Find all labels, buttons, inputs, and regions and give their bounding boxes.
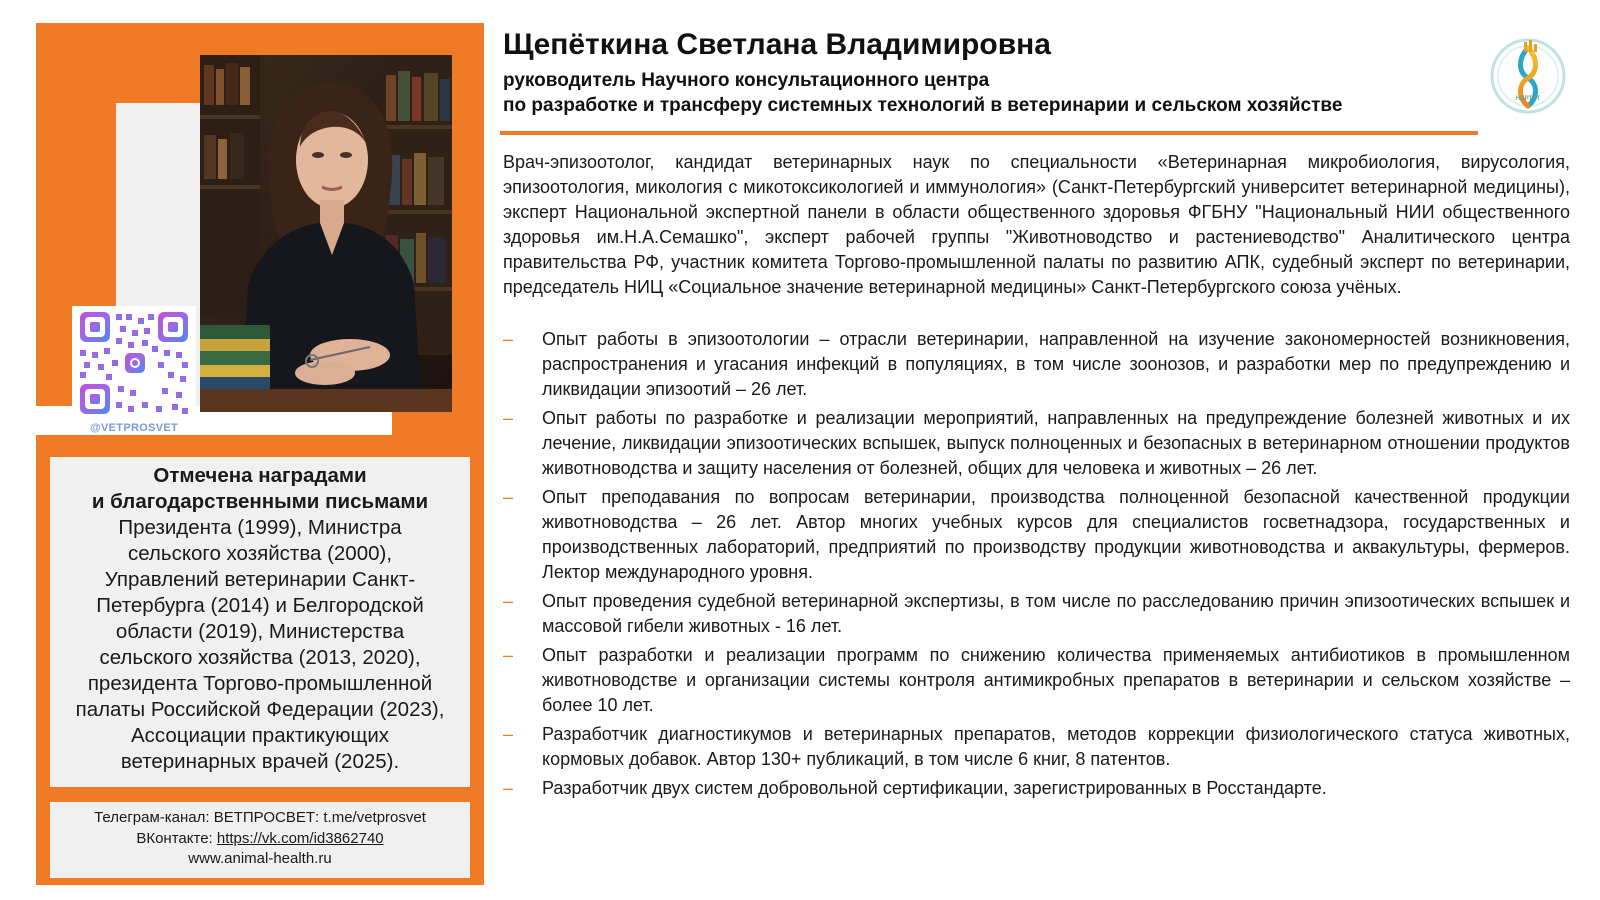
awards-line: Ассоциации практикующих (130, 724, 390, 747)
portrait-photo (200, 55, 452, 412)
awards-line: президента Торгово-промышленной (87, 672, 433, 695)
qr-code-icon (72, 306, 196, 418)
awards-title-line1: Отмечена наградами (153, 464, 367, 487)
awards-line: сельского хозяйства (2013, 2020), (99, 646, 421, 669)
awards-line: ветеринарных врачей (2025). (120, 750, 400, 773)
list-item (503, 485, 1570, 585)
list-item (503, 776, 1570, 801)
list-item-text: Опыт преподавания по вопросам ветеринарии, производства полноценной безопасной качественной продукции животноводства – 26 лет. Автор многих учебных курсов для специалистов госветнадзора, государственных и производственных лабораторий, предприятий по производству продукции животноводства и аквакультуры, фермеров. Лектор международного уровня. (542, 487, 1570, 582)
qr-code[interactable] (72, 306, 196, 432)
list-item (503, 327, 1570, 402)
organization-logo (1488, 20, 1568, 132)
header-divider (500, 131, 1478, 135)
vk-link[interactable]: https://vk.com/id3862740 (216, 829, 384, 847)
list-item-text: Опыт работы в эпизоотологии – отрасли ветеринарии, направленной на изучение закономерностей возникновения, распространения и угасания инфекций в популяциях, в том числе зоонозов, и разработки мер по предупреждению и ликвидации эпизоотий – 26 лет. (542, 329, 1570, 399)
experience-list (503, 327, 1570, 805)
awards-line: области (2019), Министерства (115, 620, 405, 643)
bullet-dash: – (503, 329, 514, 349)
bullet-dash: – (503, 724, 514, 744)
ncrtst-logo-icon (1488, 20, 1568, 132)
bullet-dash: – (503, 408, 514, 428)
awards-line: сельского хозяйства (2000), (127, 542, 393, 565)
bullet-dash: – (503, 645, 514, 665)
intro-paragraph: Врач-эпизоотолог, кандидат ветеринарных наук по специальности «Ветеринарная микробиология, вирусология, эпизоотология, микология с микотоксикологией и иммунология» (Санкт-Петербургский университет ветеринарной медицины), эксперт Национальной экспертной панели в области общественного здоровья ФГБНУ "Национальный НИИ общественного здоровья им.Н.А.Семашко", эксперт рабочей группы "Животноводство и растениеводство" Аналитического центра правительства РФ, участник комитета Торгово-промышленной палаты по развитию АПК, судебный эксперт по ветеринарии, председатель НИЦ «Социальное значение ветеринарной медицины» Санкт-Петербургского союза учёных. (503, 152, 1570, 297)
website-link[interactable]: www.animal-health.ru (188, 850, 332, 867)
list-item-text: Опыт работы по разработке и реализации мероприятий, направленных на предупреждение болезней животных и их лечение, ликвидации эпизоотических вспышек, выпуск полноценных и безопасных в ветеринарном отношении продуктов животноводства и защиту населения от болезней, общих для человека и животных – 26 лет. (542, 408, 1570, 478)
list-item (503, 589, 1570, 639)
logo-text: НЦРТСТ (1515, 96, 1541, 102)
bullet-dash: – (503, 591, 514, 611)
left-panel (36, 23, 484, 885)
vk-contact (50, 829, 470, 850)
position-line1: руководитель Научного консультационного центра (503, 70, 990, 91)
awards-line: Петербурга (2014) и Белгородской (96, 594, 424, 617)
vk-label: ВКонтакте: (136, 829, 217, 847)
list-item-text: Разработчик диагностикумов и ветеринарных препаратов, методов коррекции физиологического статуса животных, кормовых добавок. Автор 130+ публикаций, в том числе 6 книг, 8 патентов. (542, 724, 1570, 769)
list-item-text: Опыт проведения судебной ветеринарной экспертизы, в том числе по расследованию причин эпизоотических вспышек и массовой гибели животных - 16 лет. (542, 591, 1570, 636)
awards-line: палаты Российской Федерации (2023), (75, 698, 445, 721)
awards-title-line2: и благодарственными письмами (91, 490, 429, 513)
list-item-text: Опыт разработки и реализации программ по снижению количества применяемых антибиотиков в промышленном животноводстве и организации системы контроля антимикробных препаратов в ветеринарии и сельском хозяйстве – более 10 лет. (542, 645, 1570, 715)
awards-box (50, 457, 470, 787)
position-line2: по разработке и трансферу системных технологий в ветеринарии и сельском хозяйстве (503, 95, 1343, 116)
person-position (503, 68, 1342, 118)
list-item (503, 722, 1570, 772)
bullet-dash: – (503, 778, 514, 798)
qr-caption: @VETPROSVET (90, 422, 178, 434)
person-name: Щепёткина Светлана Владимировна (503, 28, 1051, 61)
list-item-text: Разработчик двух систем добровольной сертификации, зарегистрированных в Росстандарте. (542, 778, 1327, 798)
contacts-box (50, 802, 470, 878)
awards-line: Управлений ветеринарии Санкт- (104, 568, 416, 591)
bullet-dash: – (503, 487, 514, 507)
awards-line: Президента (1999), Министра (118, 516, 402, 539)
telegram-contact[interactable]: Телеграм-канал: ВЕТПРОСВЕТ: t.me/vetprosvet (94, 809, 426, 826)
list-item (503, 643, 1570, 718)
list-item (503, 406, 1570, 481)
